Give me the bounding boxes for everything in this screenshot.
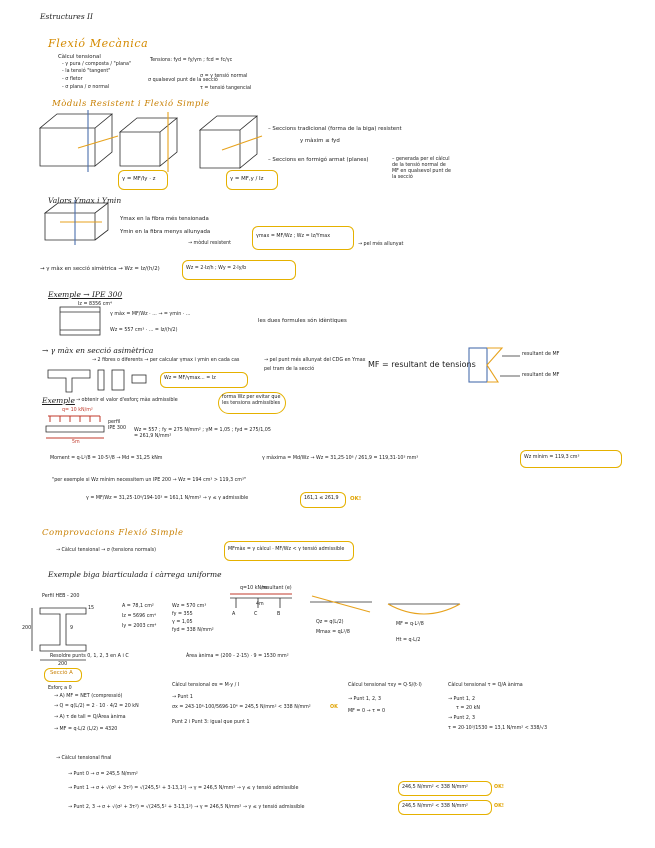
s7-dim-tf: 15	[88, 606, 95, 611]
s8-c3-b: MF = 0 → τ = 0	[348, 709, 386, 714]
section-title-flexio: Flexió Mecànica	[48, 37, 149, 50]
s6-vals: Wz = 557 ; fy = 275 N/mm² ; γM = 1,05 ; fyd = 275/1,05 = 261,9 N/mm²	[134, 428, 271, 439]
s2-note-2: – Seccions en formigó armat (planes)	[268, 157, 369, 163]
s8-c4-c: → Punt 2, 3	[448, 716, 475, 721]
s7-prop-3: Wz = 570 cm³	[172, 604, 207, 609]
s8-c2-ok: OK	[330, 705, 338, 710]
s7-dim-tw: 9	[70, 626, 74, 631]
shear-diagram	[310, 596, 372, 612]
s3-line-3: → mòdul resistent	[188, 241, 231, 246]
s7-note: Resoldre punts 0, 1, 2, 3 en A i C	[50, 654, 129, 659]
s7-prop-5: γ = 1,05	[172, 620, 193, 625]
s8-line-5: → MF = q·L/2 (L/2) = 4320	[54, 727, 118, 732]
s3-row: → γ màx en secció simètrica → Wz = Iz/(h/2)	[40, 266, 160, 272]
section-title-final: → Càlcul tensional final	[56, 756, 112, 761]
stress-diagram	[469, 348, 520, 382]
s4-brace-note: les dues formules són idèntiques	[258, 318, 347, 324]
s2-note-1: – Seccions tradicional (forma de la biga) resistent	[268, 126, 402, 132]
s2-note-2b: – generada per el càlcul de la tensió normal de MF en qualsevol punt de la secció	[392, 157, 451, 180]
s8-c3-title: Càlcul tensional τxy = Q·S/(t·I)	[348, 683, 422, 688]
s7-diag-res: resultant (e)	[262, 586, 292, 591]
s7-val-2: MF = q·L²/8	[396, 622, 424, 627]
s6-line-1: → obtenir el valor d'esforç màx admissible	[76, 398, 178, 403]
s6-check: γ = MF/Wz = 31,25·10⁶/194·10³ = 161,1 N/mm² → γ ≤ γ admissible	[86, 496, 249, 501]
s1-line-1: - γ pura / composta / "plana"	[62, 62, 132, 67]
s7-prop-2: Iy = 2003 cm⁴	[122, 624, 157, 629]
s9-row-2b: 246,5 N/mm² < 338 N/mm²	[402, 785, 468, 790]
s7-prop-0: A = 78,1 cm²	[122, 604, 154, 609]
s7-val-3: Ht = q·L/2	[396, 638, 421, 643]
s6-span: 5m	[72, 440, 80, 445]
s1-line-3: - σ fletor	[62, 77, 83, 82]
s7-dim-h: 200	[22, 626, 32, 631]
s9-row-2: → Punt 1 → σ + √(σ² + 3τ²) = √(245,5² + 3·13,1²) → γ = 246,5 N/mm² → γ ≤ γ tensió admissible	[68, 786, 299, 791]
s7-profile: Perfil HEB - 200	[42, 594, 80, 599]
s6-moment: Moment = q·L²/8 = 10·5²/8 → Md = 31,25 kNm	[50, 456, 163, 461]
s4-line-3: Wz = 557 cm³ · ... = Iz/(h/2)	[110, 328, 178, 333]
s7-dim-b: 200	[58, 662, 68, 667]
s5-label-2: resultant de MF	[522, 373, 560, 378]
s7-diag-q: q=10 kN/m	[240, 586, 268, 591]
s8-c4-d: τ = 20·10³/1530 = 13,1 N/mm² < 338/√3	[448, 726, 548, 731]
s5-label-1: resultant de MF	[522, 352, 560, 357]
s6-final: 161,1 ≤ 261,9	[304, 496, 339, 501]
s6-cloud-text: forma Wz per evitar que les tensions admissibles	[222, 395, 281, 406]
section-title-ymax: Valors Ymax i Ymin	[48, 196, 122, 205]
s6-calc: γ màxima = Md/Wz → Wz = 31,25·10⁶ / 261,9 = 119,31·10³ mm³	[262, 456, 419, 461]
s9-row-3b: 246,5 N/mm² < 338 N/mm²	[402, 804, 468, 809]
s6-note: "per exemple si Wz mínim necessitem un IPE 200 → Wz = 194 cm³ > 119,3 cm³"	[52, 478, 247, 483]
ymax-formula: γmax = MF/Wz ; Wz = Iz/Ymax	[256, 234, 331, 239]
s4-line-2: γ màx = MF/Wz · ... → = γmin · ...	[110, 312, 191, 317]
s9-row-1: → Punt 0 → σ = 245,5 N/mm²	[68, 772, 138, 777]
section-title-moduls: Mòduls Resistent i Flexió Simple	[52, 99, 210, 109]
s4-line-1: Iz = 8356 cm⁴	[78, 302, 112, 307]
section-title-comprovacions: Comprovacions Flexió Simple	[42, 528, 184, 538]
s3-line-2: Ymin en la fibra menys allunyada	[120, 229, 211, 235]
s7-diag-l: 4m	[256, 602, 264, 607]
s7-example: Exemple biga biarticulada i càrrega uniforme	[48, 570, 222, 579]
s7-prop-4: fy = 355	[172, 612, 193, 617]
s8-c4-b: τ = 20 kN	[456, 706, 480, 711]
s1-line-7: σ = γ tensió normal	[200, 74, 248, 79]
s1-line-8: τ = tensió tangencial	[200, 86, 252, 91]
s8-c4-a: → Punt 1, 2	[448, 697, 475, 702]
s7-area: Àrea ànima = (200 - 2·15) · 9 = 1530 mm²	[186, 654, 289, 659]
section-title-asym: → γ màx en secció asimètrica	[42, 346, 154, 355]
s7-diag-a: A	[232, 612, 236, 617]
ymax-sketch	[45, 200, 108, 245]
s8-line-4: → A) τ de tall = Q/Àrea ànima	[54, 715, 126, 720]
s1-line-2: - la tensió "tangent"	[62, 69, 111, 74]
section-title-exemple: Exemple	[42, 396, 75, 405]
beam-sketch-3	[200, 116, 262, 168]
s9-ok-2: OK!	[494, 785, 504, 790]
s2-note-1b: y màxim ≤ fyd	[300, 138, 340, 144]
s7-prop-1: Iz = 5696 cm⁴	[122, 614, 156, 619]
s7-prop-6: fyd = 338 N/mm²	[172, 628, 214, 633]
heb-sketch	[32, 608, 86, 660]
s6-ok: OK!	[350, 496, 362, 502]
beam-load-sketch	[46, 416, 104, 438]
formula-2: γ = MF,y / Iz	[230, 176, 264, 182]
s6-result: Wz mínim = 119,3 cm³	[524, 455, 580, 460]
s3-row-2: Wz = 2·Iz/h ; Wy = 2·Iy/b	[186, 266, 247, 271]
s5-line-2: → pel punt més allunyat del CDG en Ymax	[264, 358, 366, 363]
s1-line-5: Tensions: fyd = fy/γm ; fcd = fc/γc	[150, 58, 233, 63]
s8-c2-b: σx = 243·10⁶·100/5696·10⁴ = 245,5 N/mm² < 338 N/mm²	[172, 705, 311, 710]
moment-diagram	[388, 604, 460, 614]
s7-line-1: → Càlcul tensional → σ (tensions normals)	[56, 548, 157, 553]
asym-sketch	[48, 370, 146, 392]
s8-line-2: → A) MF = NET (compressió)	[54, 694, 123, 699]
ipe-sketch	[60, 307, 100, 335]
s7-diag-c: C	[254, 612, 258, 617]
s8-line-1: Esforç a 0	[48, 686, 72, 691]
s9-row-3: → Punt 2, 3 → σ + √(σ² + 3τ²) = √(245,5² + 3·13,1²) → γ = 246,5 N/mm² → γ ≤ γ tensió admissible	[68, 805, 305, 810]
s1-line-6: σ qualsevol punt de la secció	[148, 78, 218, 83]
s8-c2-c: Punt 2 i Punt 3: igual que punt 1	[172, 720, 250, 725]
s1-line-4: - σ plana / σ normal	[62, 85, 110, 90]
beam-sketch-2	[120, 112, 177, 172]
section-title-ipe: Exemple → IPE 300	[48, 290, 123, 299]
s8-c4-title: Càlcul tensional τ = Q/A ànima	[448, 683, 523, 688]
course-title: Estructures II	[40, 12, 93, 21]
s6-load: q= 10 kN/m²	[62, 408, 93, 413]
beam-sketch-1	[40, 110, 118, 172]
s6-profile: perfil IPE 300	[108, 420, 127, 431]
s5-line-1: → 2 fibres o diferents → per calcular γmax i γmin en cada cas	[92, 358, 240, 363]
s1-line-0: Càlcul tensional	[58, 54, 101, 60]
s8-line-3: → Q = q(L/2) = 2 · 10 · 4/2 = 20 kN	[54, 704, 139, 709]
s8-c2-a: → Punt 1	[172, 695, 193, 700]
s7-box-text: MFmàx = γ càlcul · MF/Wz < γ tensió admissible	[228, 547, 345, 552]
s3-note: → pel més allunyat	[358, 242, 404, 247]
s7-val-0: Qz = q(L/2)	[316, 620, 344, 625]
s8-c3-a: → Punt 1, 2, 3	[348, 697, 382, 702]
section-title-seccio-a: Secció A	[50, 670, 73, 676]
s7-val-1: Mmax = qL²/8	[316, 630, 350, 635]
s3-line-1: Ymax en la fibra més tensionada	[120, 216, 209, 222]
s5-line-3: pel tram de la secció	[264, 367, 315, 372]
s8-c2-title: Càlcul tensional σx = M·y / I	[172, 683, 240, 688]
s9-ok-3: OK!	[494, 804, 504, 809]
s7-diag-b: B	[277, 612, 281, 617]
s5-box: Wz = MF/γmax... = Iz	[164, 376, 216, 381]
formula-1: γ = MF/Iy · z	[122, 176, 156, 182]
s5-mf: MF = resultant de tensions	[368, 360, 476, 369]
